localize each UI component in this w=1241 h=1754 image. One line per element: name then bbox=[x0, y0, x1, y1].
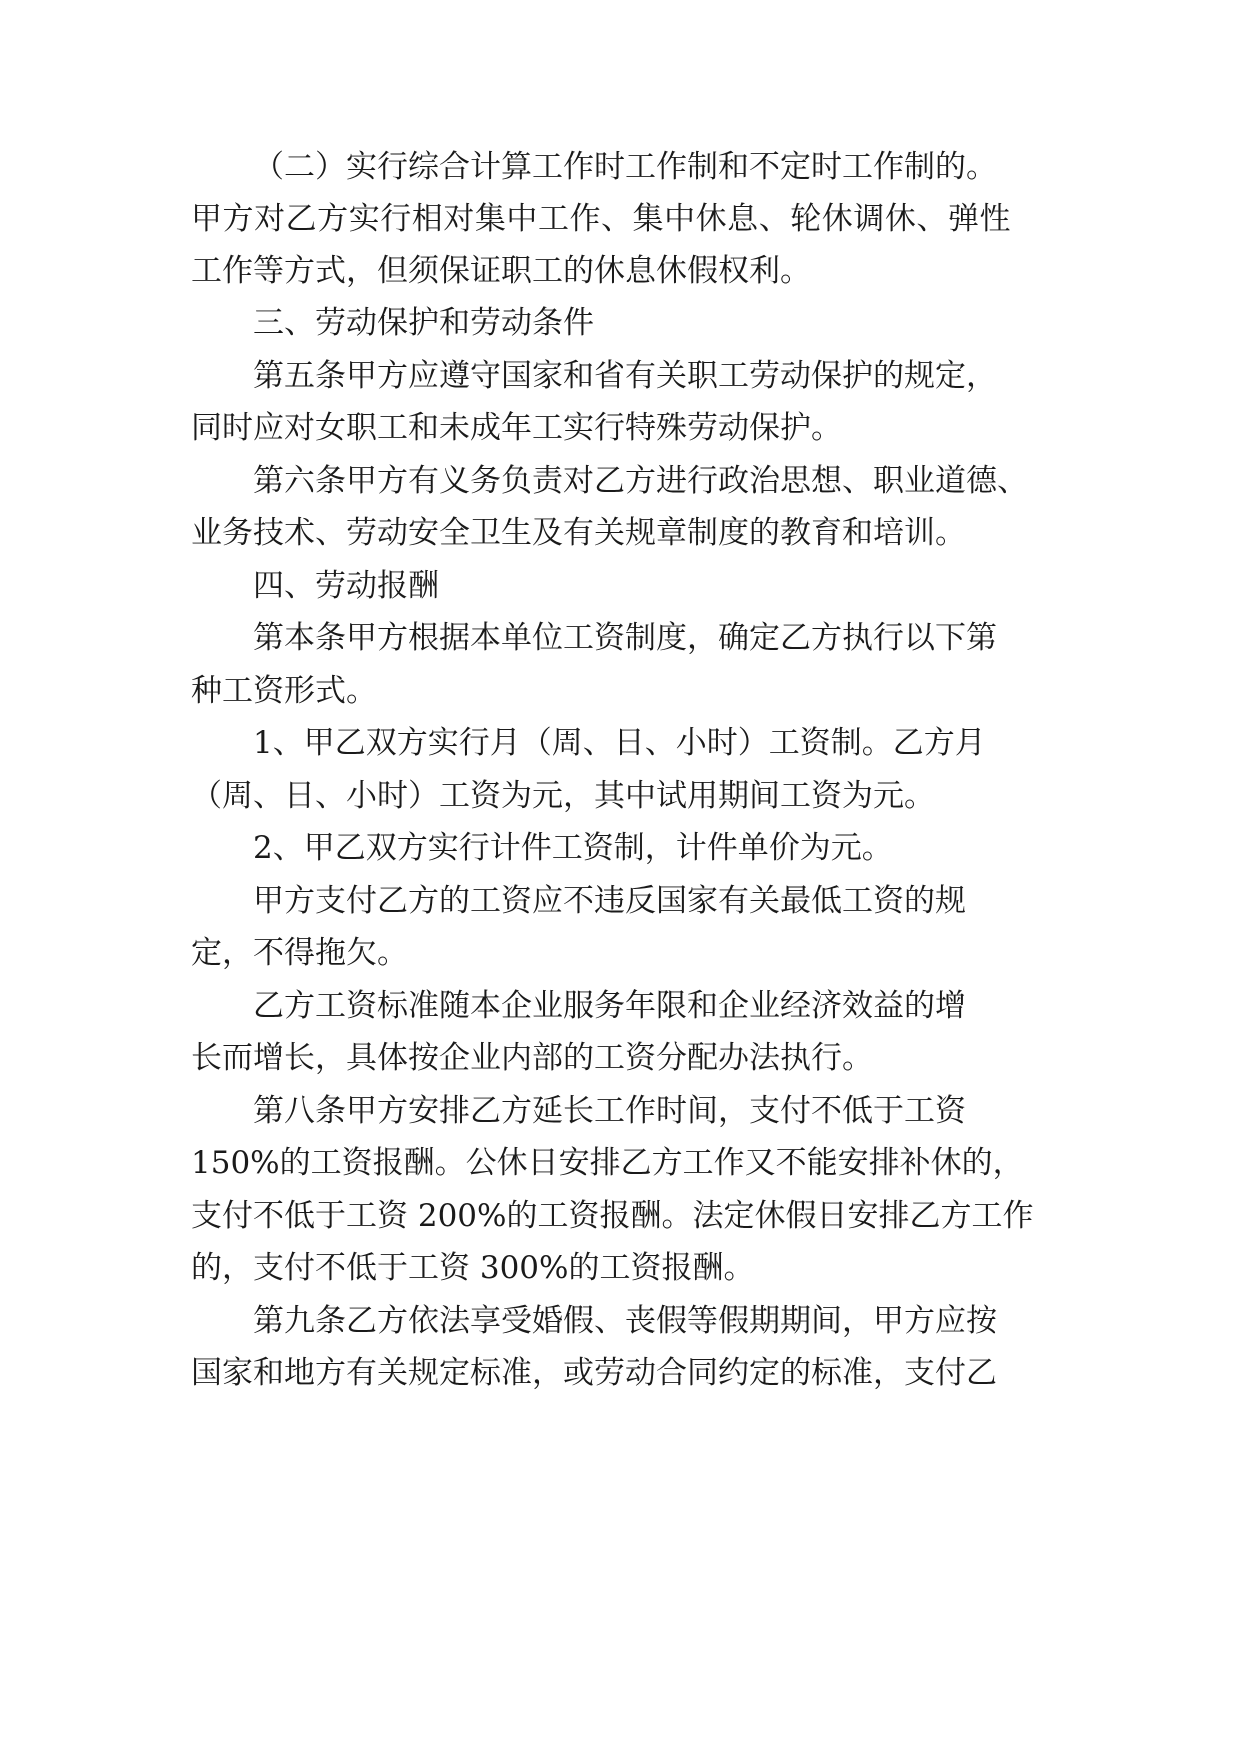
paragraph-line: 支付不低于工资 200%的工资报酬。法定休假日安排乙方工作 bbox=[191, 1198, 1034, 1234]
paragraph-line: 国家和地方有关规定标准，或劳动合同约定的标准，支付乙 bbox=[191, 1355, 997, 1391]
paragraph-line: 第八条甲方安排乙方延长工作时间，支付不低于工资 bbox=[253, 1093, 966, 1129]
paragraph-line: 工作等方式，但须保证职工的休息休假权利。 bbox=[191, 253, 811, 289]
paragraph-line: 长而增长，具体按企业内部的工资分配办法执行。 bbox=[191, 1040, 873, 1076]
paragraph-line: 甲方支付乙方的工资应不违反国家有关最低工资的规 bbox=[253, 883, 966, 919]
paragraph-line: 第本条甲方根据本单位工资制度，确定乙方执行以下第 bbox=[253, 620, 997, 656]
paragraph-line: （二）实行综合计算工作时工作制和不定时工作制的。 bbox=[253, 149, 997, 185]
paragraph-line: 同时应对女职工和未成年工实行特殊劳动保护。 bbox=[191, 410, 842, 446]
paragraph-line: 150%的工资报酬。公休日安排乙方工作又不能安排补休的， bbox=[191, 1145, 1024, 1181]
paragraph-line: 种工资形式。 bbox=[191, 673, 377, 709]
section-heading: 四、劳动报酬 bbox=[253, 568, 439, 604]
paragraph-line: 第五条甲方应遵守国家和省有关职工劳动保护的规定， bbox=[253, 358, 997, 394]
paragraph-line: 2、甲乙双方实行计件工资制，计件单价为元。 bbox=[253, 830, 893, 866]
paragraph-line: （周、日、小时）工资为元，其中试用期间工资为元。 bbox=[191, 778, 935, 814]
paragraph-line: 第九条乙方依法享受婚假、丧假等假期期间，甲方应按 bbox=[253, 1303, 997, 1339]
section-heading: 三、劳动保护和劳动条件 bbox=[253, 305, 594, 341]
paragraph-line: 1、甲乙双方实行月（周、日、小时）工资制。乙方月 bbox=[253, 725, 986, 761]
paragraph-line: 的，支付不低于工资 300%的工资报酬。 bbox=[191, 1250, 755, 1286]
paragraph-line: 业务技术、劳动安全卫生及有关规章制度的教育和培训。 bbox=[191, 515, 966, 551]
paragraph-line: 乙方工资标准随本企业服务年限和企业经济效益的增 bbox=[253, 988, 966, 1024]
paragraph-line: 定，不得拖欠。 bbox=[191, 935, 408, 971]
paragraph-line: 甲方对乙方实行相对集中工作、集中休息、轮休调休、弹性 bbox=[191, 201, 1012, 237]
paragraph-line: 第六条甲方有义务负责对乙方进行政治思想、职业道德、 bbox=[253, 463, 1028, 499]
